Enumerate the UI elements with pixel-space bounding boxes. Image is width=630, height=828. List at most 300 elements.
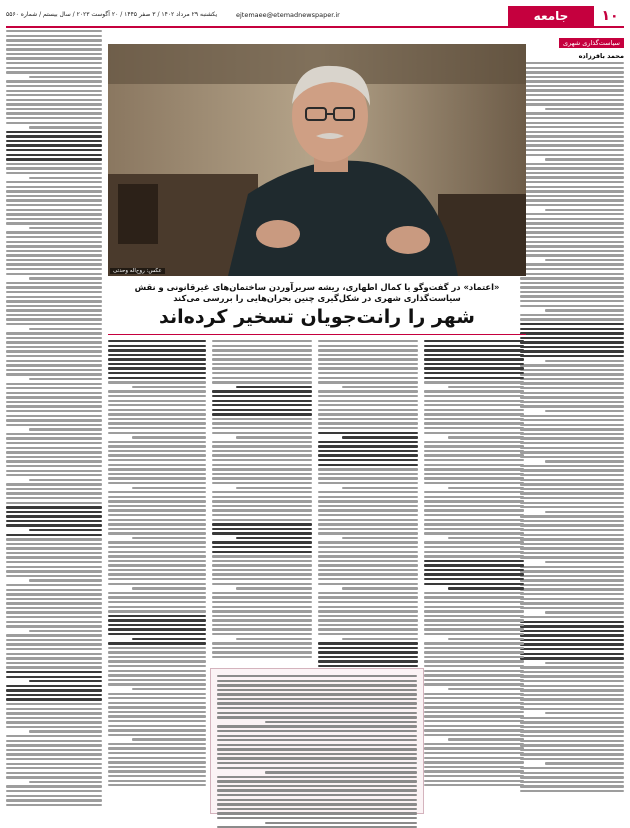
text-line — [108, 628, 206, 630]
text-line — [520, 218, 624, 220]
text-line — [520, 323, 624, 325]
text-line — [6, 447, 102, 449]
text-line — [108, 633, 206, 635]
text-line — [520, 680, 624, 682]
text-line — [545, 209, 624, 211]
text-line — [520, 245, 624, 247]
text-line — [318, 477, 418, 479]
text-line — [6, 241, 102, 243]
text-line — [108, 551, 206, 553]
text-line — [424, 628, 524, 630]
text-line — [6, 556, 102, 558]
text-line — [424, 505, 524, 507]
text-line — [448, 738, 524, 740]
text-line — [545, 108, 624, 110]
text-line — [6, 616, 102, 618]
text-line — [520, 268, 624, 270]
text-line — [318, 349, 418, 351]
text-line — [424, 422, 524, 424]
text-line — [424, 546, 524, 548]
text-line — [132, 638, 206, 640]
text-line — [132, 587, 206, 589]
text-line — [6, 799, 102, 801]
text-line — [108, 743, 206, 745]
text-line — [342, 537, 418, 539]
text-line — [29, 579, 102, 581]
text-line — [6, 373, 102, 375]
text-line — [318, 432, 418, 434]
text-line — [318, 445, 418, 447]
text-line — [448, 386, 524, 388]
text-line — [520, 332, 624, 334]
text-line — [342, 386, 418, 388]
text-line — [108, 610, 206, 612]
text-line — [424, 445, 524, 447]
text-line — [6, 602, 102, 604]
text-line — [212, 564, 312, 566]
text-line — [6, 506, 102, 508]
text-line — [217, 789, 417, 791]
text-line — [520, 355, 624, 357]
text-line — [424, 720, 524, 722]
text-line — [212, 601, 312, 603]
text-line — [236, 537, 312, 539]
text-line — [318, 354, 418, 356]
text-line — [6, 575, 102, 577]
text-line — [6, 254, 102, 256]
text-line — [108, 606, 206, 608]
text-line — [520, 382, 624, 384]
text-line — [6, 341, 102, 343]
text-line — [217, 780, 417, 782]
text-line — [108, 395, 206, 397]
text-line — [6, 634, 102, 636]
text-line — [318, 583, 418, 585]
text-line — [424, 592, 524, 594]
text-line — [236, 436, 312, 438]
text-line — [212, 656, 312, 658]
text-line — [545, 158, 624, 160]
text-line — [545, 410, 624, 412]
text-line — [520, 424, 624, 426]
text-line — [520, 396, 624, 398]
text-line — [6, 172, 102, 174]
text-line — [318, 381, 418, 383]
text-line — [520, 469, 624, 471]
text-line — [318, 473, 418, 475]
text-line — [6, 712, 102, 714]
text-line — [318, 560, 418, 562]
text-line — [6, 369, 102, 371]
text-line — [520, 199, 624, 201]
text-line — [212, 390, 312, 392]
text-line — [108, 523, 206, 525]
text-line — [318, 642, 418, 644]
text-line — [520, 602, 624, 604]
text-line — [424, 427, 524, 429]
text-line — [6, 364, 102, 366]
text-line — [6, 497, 102, 499]
text-line — [424, 340, 524, 342]
text-line — [108, 345, 206, 347]
text-line — [520, 250, 624, 252]
text-line — [6, 360, 102, 362]
text-line — [6, 795, 102, 797]
text-line — [108, 651, 206, 653]
text-line — [6, 35, 102, 37]
text-line — [217, 680, 417, 682]
text-line — [6, 282, 102, 284]
text-line — [520, 524, 624, 526]
text-line — [520, 341, 624, 343]
text-line — [6, 643, 102, 645]
text-line — [424, 555, 524, 557]
text-line — [6, 648, 102, 650]
text-line — [520, 625, 624, 627]
text-line — [108, 450, 206, 452]
text-line — [108, 400, 206, 402]
text-line — [6, 396, 102, 398]
text-line — [520, 117, 624, 119]
text-line — [6, 744, 102, 746]
text-line — [108, 377, 206, 379]
text-line — [520, 227, 624, 229]
text-line — [6, 222, 102, 224]
text-line — [448, 638, 524, 640]
text-line — [108, 354, 206, 356]
text-line — [236, 587, 312, 589]
text-line — [520, 286, 624, 288]
text-line — [6, 346, 102, 348]
text-line — [424, 583, 524, 585]
text-line — [424, 780, 524, 782]
text-line — [520, 708, 624, 710]
text-line — [520, 556, 624, 558]
text-line — [520, 163, 624, 165]
text-line — [212, 372, 312, 374]
text-line — [212, 509, 312, 511]
text-line — [6, 204, 102, 206]
text-line — [520, 502, 624, 504]
text-line — [520, 154, 624, 156]
text-line — [212, 354, 312, 356]
text-line — [6, 584, 102, 586]
text-line — [212, 477, 312, 479]
text-line — [424, 381, 524, 383]
text-line — [108, 670, 206, 672]
text-line — [108, 560, 206, 562]
text-line — [424, 477, 524, 479]
text-line — [318, 628, 418, 630]
text-line — [217, 817, 417, 819]
text-line — [424, 358, 524, 360]
text-line — [6, 48, 102, 50]
text-line — [6, 662, 102, 664]
text-line — [108, 702, 206, 704]
text-line — [108, 441, 206, 443]
text-line — [6, 392, 102, 394]
text-line — [6, 442, 102, 444]
text-line — [108, 665, 206, 667]
text-line — [424, 702, 524, 704]
text-line — [6, 804, 102, 806]
text-line — [6, 71, 102, 73]
text-line — [520, 744, 624, 746]
text-line — [424, 743, 524, 745]
text-line — [6, 785, 102, 787]
text-line — [217, 698, 417, 700]
text-line — [424, 766, 524, 768]
photo-credit: عکس: روح‌اله وحدتی — [110, 268, 165, 274]
text-line — [132, 436, 206, 438]
text-line — [108, 468, 206, 470]
text-line — [6, 790, 102, 792]
text-line — [108, 624, 206, 626]
text-line — [212, 619, 312, 621]
text-line — [318, 358, 418, 360]
text-line — [6, 735, 102, 737]
text-line — [108, 514, 206, 516]
text-line — [520, 176, 624, 178]
text-line — [6, 250, 102, 252]
text-line — [520, 263, 624, 265]
text-line — [217, 739, 417, 741]
text-line — [29, 730, 102, 732]
text-line — [520, 433, 624, 435]
text-line — [520, 447, 624, 449]
text-line — [520, 300, 624, 302]
text-line — [520, 328, 624, 330]
text-line — [217, 753, 417, 755]
text-line — [424, 482, 524, 484]
text-line — [520, 135, 624, 137]
page-header — [6, 6, 624, 28]
text-line — [318, 509, 418, 511]
text-line — [108, 340, 206, 342]
text-line — [424, 409, 524, 411]
text-line — [29, 378, 102, 380]
text-line — [318, 541, 418, 543]
text-line — [6, 263, 102, 265]
text-line — [6, 39, 102, 41]
text-line — [520, 593, 624, 595]
text-line — [6, 213, 102, 215]
text-line — [212, 523, 312, 525]
text-line — [6, 726, 102, 728]
text-line — [217, 785, 417, 787]
text-line — [212, 583, 312, 585]
text-line — [212, 596, 312, 598]
text-line — [108, 706, 206, 708]
text-line — [29, 781, 102, 783]
text-line — [6, 163, 102, 165]
text-line — [212, 633, 312, 635]
headline-divider — [108, 334, 526, 335]
text-line — [424, 679, 524, 681]
article-byline: محمد باقرزاده — [578, 52, 624, 60]
text-line — [424, 747, 524, 749]
text-line — [6, 112, 102, 114]
text-line — [545, 611, 624, 613]
text-line — [520, 515, 624, 517]
text-line — [6, 492, 102, 494]
text-line — [520, 506, 624, 508]
text-line — [520, 305, 624, 307]
text-line — [217, 689, 417, 691]
text-line — [520, 584, 624, 586]
text-line — [6, 547, 102, 549]
text-line — [6, 607, 102, 609]
text-line — [217, 744, 417, 746]
text-line — [217, 702, 417, 704]
text-line — [6, 245, 102, 247]
text-line — [520, 277, 624, 279]
text-line — [520, 186, 624, 188]
text-line — [318, 633, 418, 635]
text-line — [6, 259, 102, 261]
text-line — [545, 360, 624, 362]
text-line — [520, 465, 624, 467]
text-line — [520, 428, 624, 430]
text-line — [108, 573, 206, 575]
text-line — [318, 404, 418, 406]
text-line — [108, 491, 206, 493]
text-line — [342, 587, 418, 589]
text-line — [212, 418, 312, 420]
text-line — [545, 309, 624, 311]
text-line — [6, 53, 102, 55]
text-line — [6, 383, 102, 385]
text-line — [424, 441, 524, 443]
text-line — [212, 454, 312, 456]
text-line — [212, 349, 312, 351]
text-line — [318, 340, 418, 342]
text-line — [6, 483, 102, 485]
text-line — [424, 683, 524, 685]
text-line — [318, 390, 418, 392]
text-line — [212, 551, 312, 553]
text-line — [265, 822, 417, 824]
text-line — [424, 459, 524, 461]
text-line — [424, 642, 524, 644]
text-line — [108, 390, 206, 392]
text-line — [424, 390, 524, 392]
text-line — [424, 473, 524, 475]
text-line — [217, 803, 417, 805]
text-line — [520, 401, 624, 403]
text-line — [212, 482, 312, 484]
text-line — [424, 413, 524, 415]
text-line — [6, 62, 102, 64]
text-line — [424, 573, 524, 575]
text-line — [108, 418, 206, 420]
text-line — [318, 418, 418, 420]
text-line — [108, 381, 206, 383]
text-line — [108, 583, 206, 585]
text-line — [520, 671, 624, 673]
text-line — [318, 464, 418, 466]
right-column-text — [520, 62, 624, 792]
text-line — [520, 62, 624, 64]
text-line — [108, 642, 206, 644]
text-line — [6, 309, 102, 311]
text-line — [6, 433, 102, 435]
text-line — [212, 427, 312, 429]
text-line — [318, 496, 418, 498]
text-line — [424, 674, 524, 676]
text-line — [318, 624, 418, 626]
text-line — [212, 450, 312, 452]
text-line — [217, 748, 417, 750]
text-line — [132, 738, 206, 740]
text-line — [424, 651, 524, 653]
text-line — [520, 735, 624, 737]
text-line — [424, 770, 524, 772]
text-line — [424, 349, 524, 351]
text-line — [318, 514, 418, 516]
text-line — [318, 615, 418, 617]
text-line — [6, 268, 102, 270]
text-line — [6, 401, 102, 403]
text-line — [545, 662, 624, 664]
text-line — [217, 735, 417, 737]
text-line — [29, 76, 102, 78]
text-line — [6, 30, 102, 32]
text-line — [6, 552, 102, 554]
text-line — [545, 762, 624, 764]
text-line — [217, 808, 417, 810]
text-line — [424, 610, 524, 612]
text-line — [108, 500, 206, 502]
text-line — [212, 363, 312, 365]
text-line — [6, 451, 102, 453]
text-line — [520, 67, 624, 69]
text-line — [108, 752, 206, 754]
text-line — [520, 231, 624, 233]
text-line — [318, 578, 418, 580]
text-line — [520, 575, 624, 577]
text-line — [448, 688, 524, 690]
text-line — [108, 647, 206, 649]
text-line — [318, 523, 418, 525]
text-line — [6, 103, 102, 105]
text-line — [6, 694, 102, 696]
text-line — [318, 367, 418, 369]
text-line — [217, 762, 417, 764]
text-line — [318, 427, 418, 429]
text-line — [424, 596, 524, 598]
text-line — [520, 717, 624, 719]
text-line — [108, 720, 206, 722]
text-line — [520, 772, 624, 774]
text-line — [545, 259, 624, 261]
text-line — [424, 697, 524, 699]
text-line — [108, 660, 206, 662]
text-line — [424, 491, 524, 493]
text-line — [424, 395, 524, 397]
text-line — [108, 349, 206, 351]
text-line — [424, 560, 524, 562]
text-line — [520, 785, 624, 787]
text-line — [217, 776, 417, 778]
text-line — [424, 656, 524, 658]
text-line — [520, 291, 624, 293]
text-line — [212, 541, 312, 543]
text-line — [520, 621, 624, 623]
text-line — [6, 318, 102, 320]
text-line — [520, 758, 624, 760]
text-line — [520, 190, 624, 192]
